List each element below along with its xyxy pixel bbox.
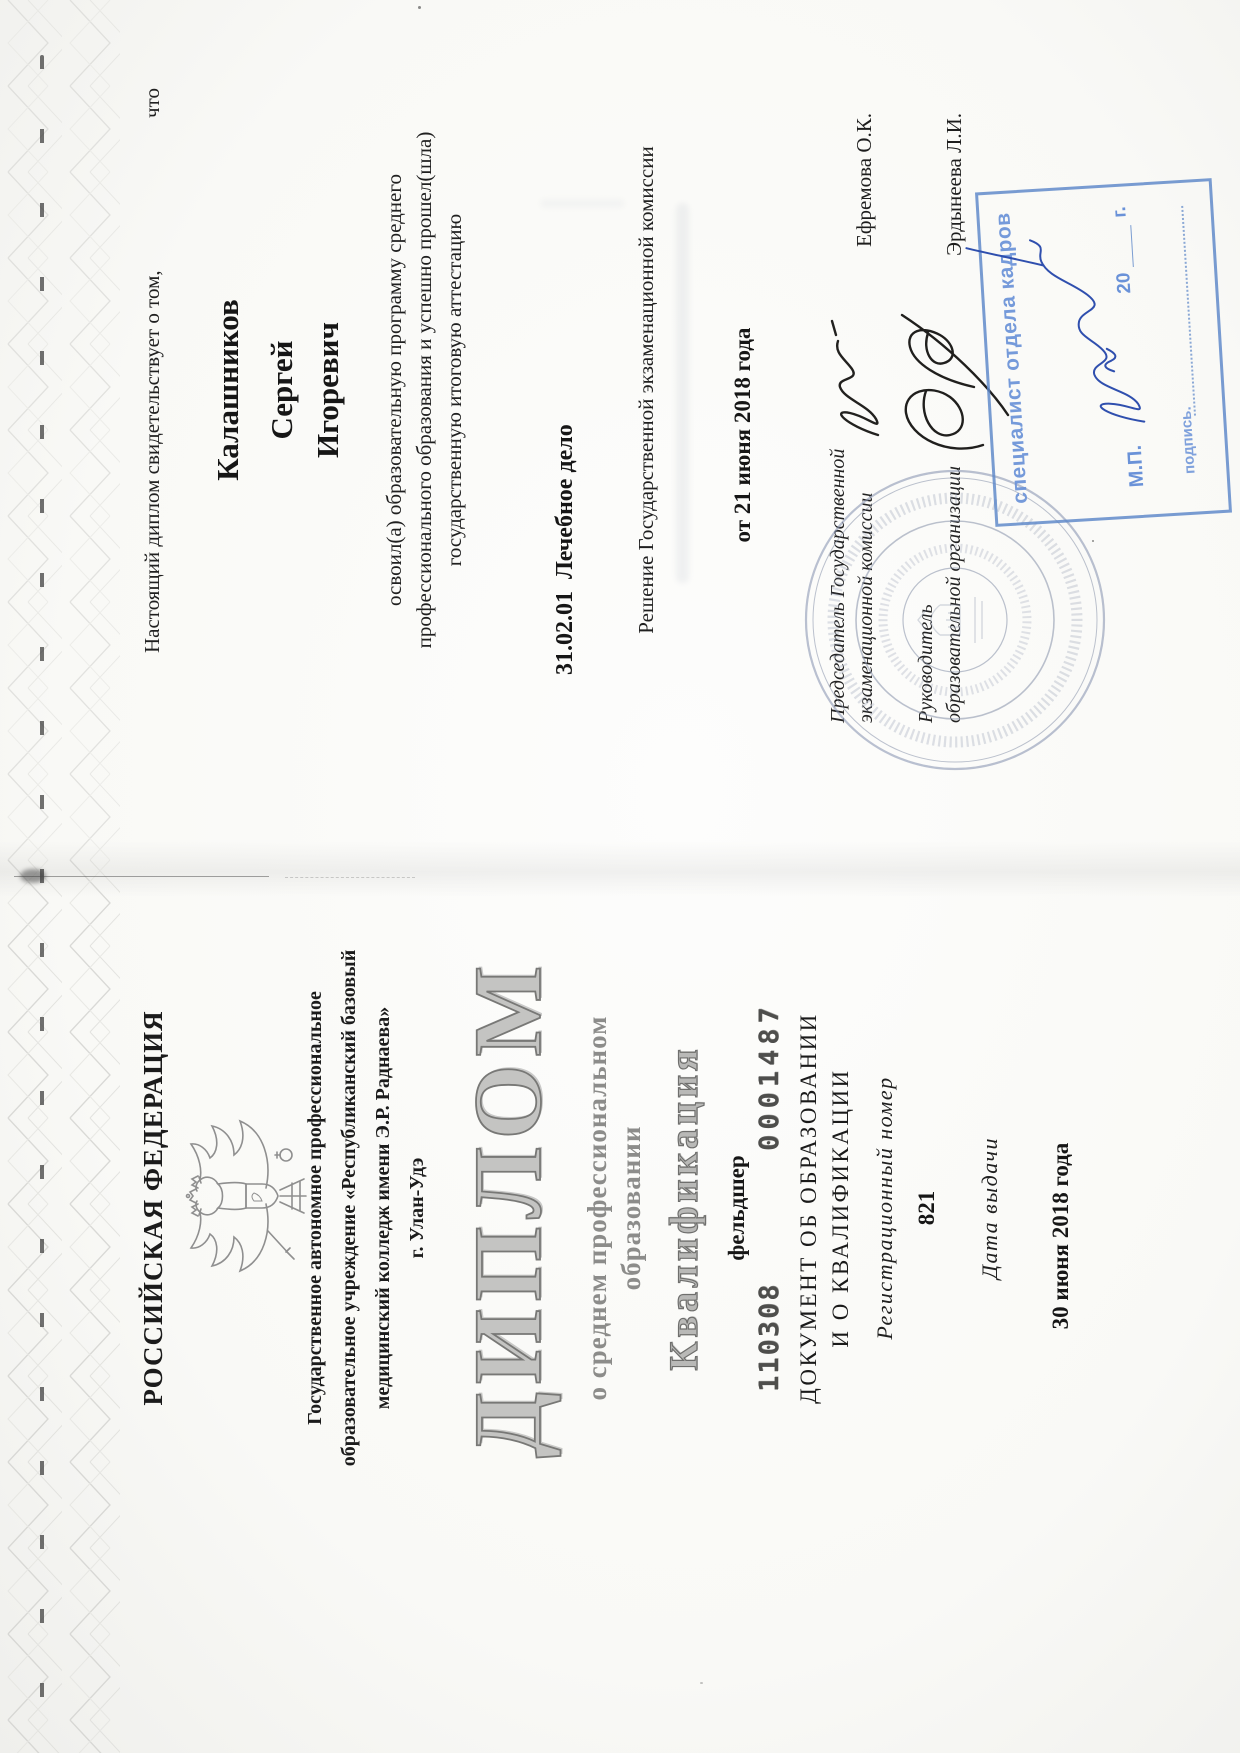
scan-fold-line: [14, 876, 269, 877]
commission-decision-line: Решение Государственной экзаменационной комиссии: [634, 146, 658, 634]
institution-line: Государственное автономное профессиональное: [304, 991, 326, 1425]
chairman-label-line: экзаменационной комиссии: [855, 492, 877, 723]
program-line1: освоил(а) образовательную программу среднего: [382, 174, 406, 606]
qualification-heading: Квалификация: [661, 1045, 706, 1371]
institution-line: медицинский колледж имени Э.Р. Раднаева»: [372, 1006, 394, 1410]
holder-first-name: Сергей: [264, 340, 299, 440]
intro-text: Настоящий диплом свидетельствует о том,: [140, 270, 164, 653]
stamp-year-prefix: 20: [1113, 271, 1136, 295]
stamp-mp-label: М.П.: [1123, 444, 1149, 488]
document-kind-line2: И О КВАЛИФИКАЦИИ: [828, 1068, 853, 1348]
holder-last-name: Калашников: [210, 299, 245, 481]
specialty-code-and-name: 31.02.01 Лечебное дело: [552, 424, 578, 675]
head-label-line: Руководитель: [915, 604, 937, 723]
stamp-title: специалист отдела кадров: [991, 211, 1033, 505]
page-fold-gutter: [0, 841, 1240, 897]
scan-smudge: [20, 869, 46, 883]
scan-speck: [700, 1682, 703, 1684]
country-heading: РОССИЙСКАЯ ФЕДЕРАЦИЯ: [138, 1010, 168, 1406]
hr-department-stamp: [975, 178, 1232, 527]
holder-middle-name: Игоревич: [310, 322, 345, 459]
intro-line: [140, 88, 165, 653]
institution-line: образовательное учреждение «Республиканский базовый: [338, 949, 360, 1467]
stamp-handwriting-icon: [975, 178, 1232, 527]
institution-line: г. Улан-Удэ: [406, 1157, 428, 1259]
qualification-value: фельдшер: [724, 1155, 749, 1261]
program-line3: государственную итоговую аттестацию: [442, 213, 466, 567]
head-name: Эрдынеева Л.И.: [942, 113, 966, 256]
serial-series: 110308: [754, 1282, 785, 1392]
scan-speck: [1092, 540, 1094, 542]
bleed-through-ghost: [540, 199, 625, 208]
stamp-signature-label: подпись.: [1177, 405, 1199, 475]
issue-date-label: Дата выдачи: [977, 1137, 1002, 1279]
diploma-title: ДИПЛОМ: [454, 957, 561, 1459]
registration-number-value: 821: [914, 1190, 939, 1226]
chairman-name: Ефремова О.К.: [852, 113, 876, 247]
scan-fold-dashes: [285, 877, 415, 878]
institution-name-block: [298, 828, 434, 1588]
stamp-year-suffix: г.: [1109, 205, 1131, 219]
diploma-subtitle-line2: образовании: [616, 1125, 646, 1291]
intro-tail: что: [140, 88, 164, 118]
chairman-label-line: Председатель Государственной: [827, 448, 849, 723]
serial-number: 0001487: [754, 1002, 785, 1151]
diploma-subtitle-line1: о среднем профессиональном: [582, 1015, 612, 1401]
scan-speck: [418, 6, 421, 9]
bleed-through-ghost: [676, 203, 689, 583]
document-kind-line1: ДОКУМЕНТ ОБ ОБРАЗОВАНИИ: [796, 1012, 821, 1404]
commission-decision-date: от 21 июня 2018 года: [730, 327, 755, 543]
registration-number-label: Регистрационный номер: [872, 1076, 897, 1340]
program-line2: профессионального образования и успешно прошел(шла): [412, 131, 436, 649]
issue-date-value: 30 июня 2018 года: [1048, 1142, 1073, 1330]
head-label-line: образовательной организации: [943, 466, 965, 723]
